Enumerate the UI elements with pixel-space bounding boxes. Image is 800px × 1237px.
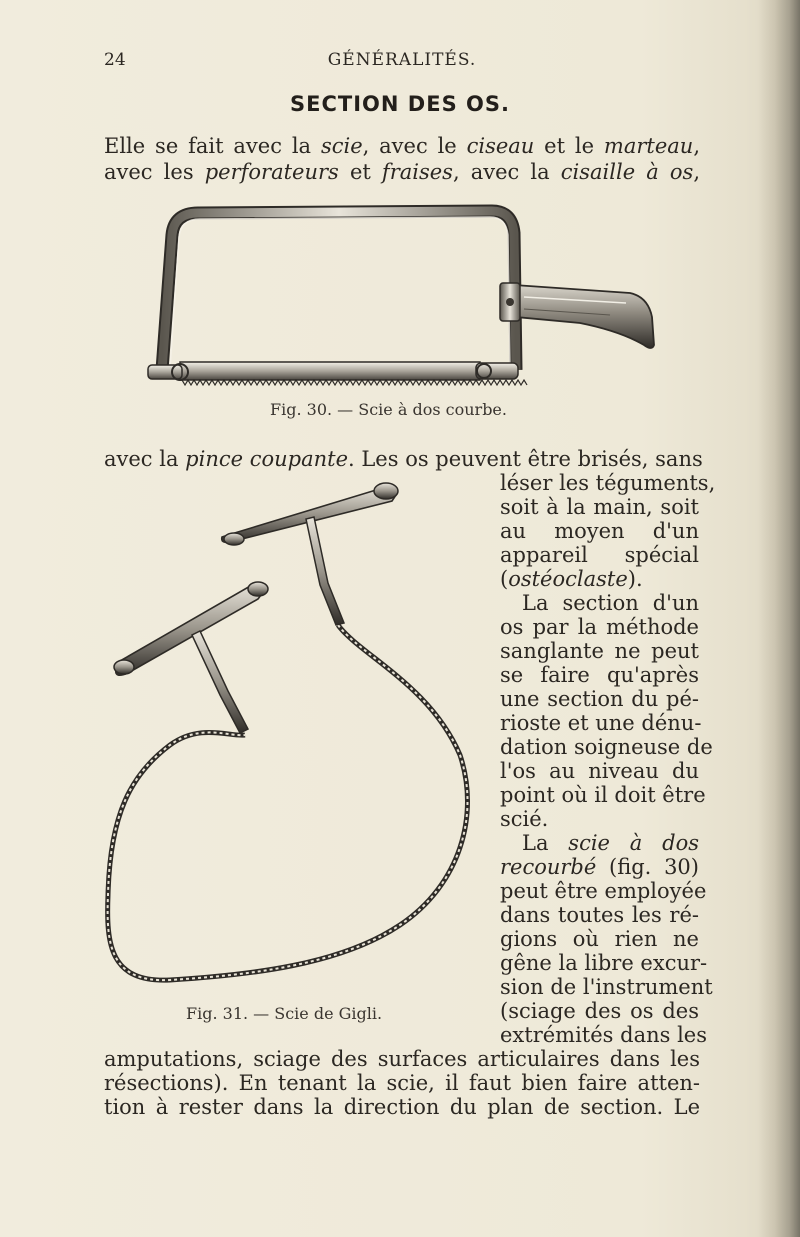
text-line: avec la pince coupante. Les os peuvent être brisés, sans — [104, 447, 703, 471]
fig30-saw-illustration — [140, 205, 660, 395]
text-line: (ostéoclaste). — [500, 567, 643, 591]
text-line: soit à la main, soit — [500, 495, 699, 519]
book-spine-shadow — [758, 0, 800, 1237]
text-line: point où il doit être — [500, 783, 706, 807]
text-line: résections). En tenant la scie, il faut bien faire atten- — [104, 1071, 700, 1095]
running-title: GÉNÉRALITÉS. — [327, 50, 477, 70]
text-line: peut être employée — [500, 879, 707, 903]
text-line: appareil spécial — [500, 543, 699, 567]
text-line: La scie à dos — [522, 831, 700, 855]
text-line: gêne la libre excur- — [500, 951, 708, 975]
section-title: SECTION DES OS. — [290, 92, 510, 116]
text-line: La section d'un — [522, 591, 699, 615]
text-line: Elle se fait avec la scie, avec le ciseau et le marteau, — [104, 134, 700, 158]
text-line: sanglante ne peut — [500, 639, 699, 663]
text-line: dans toutes les ré- — [500, 903, 699, 927]
text-line: léser les téguments, — [500, 471, 716, 495]
text-line: extrémités dans les — [500, 1023, 707, 1047]
text-line: scié. — [500, 807, 549, 831]
text-line: recourbé (fig. 30) — [500, 855, 699, 879]
text-line: se faire qu'après — [500, 663, 699, 687]
text-line: (sciage des os des — [500, 999, 699, 1023]
text-line: une section du pé- — [500, 687, 699, 711]
text-line: tion à rester dans la direction du plan de section. Le — [104, 1095, 700, 1119]
text-line: au moyen d'un — [500, 519, 699, 543]
fig30-caption: Fig. 30. — Scie à dos courbe. — [270, 400, 507, 419]
fig31-gigli-saw-illustration — [100, 475, 490, 1005]
text-line: l'os au niveau du — [500, 759, 699, 783]
text-line: sion de l'instrument — [500, 975, 713, 999]
text-line: amputations, sciage des surfaces articulaires dans les — [104, 1047, 700, 1071]
text-line: os par la méthode — [500, 615, 699, 639]
text-line: gions où rien ne — [500, 927, 699, 951]
text-line: dation soigneuse de — [500, 735, 713, 759]
text-line: rioste et une dénu- — [500, 711, 702, 735]
fig31-caption: Fig. 31. — Scie de Gigli. — [186, 1004, 383, 1023]
page-number: 24 — [104, 50, 126, 70]
text-line: avec les perforateurs et fraises, avec la cisaille à os, — [104, 160, 700, 184]
running-head — [0, 50, 800, 74]
